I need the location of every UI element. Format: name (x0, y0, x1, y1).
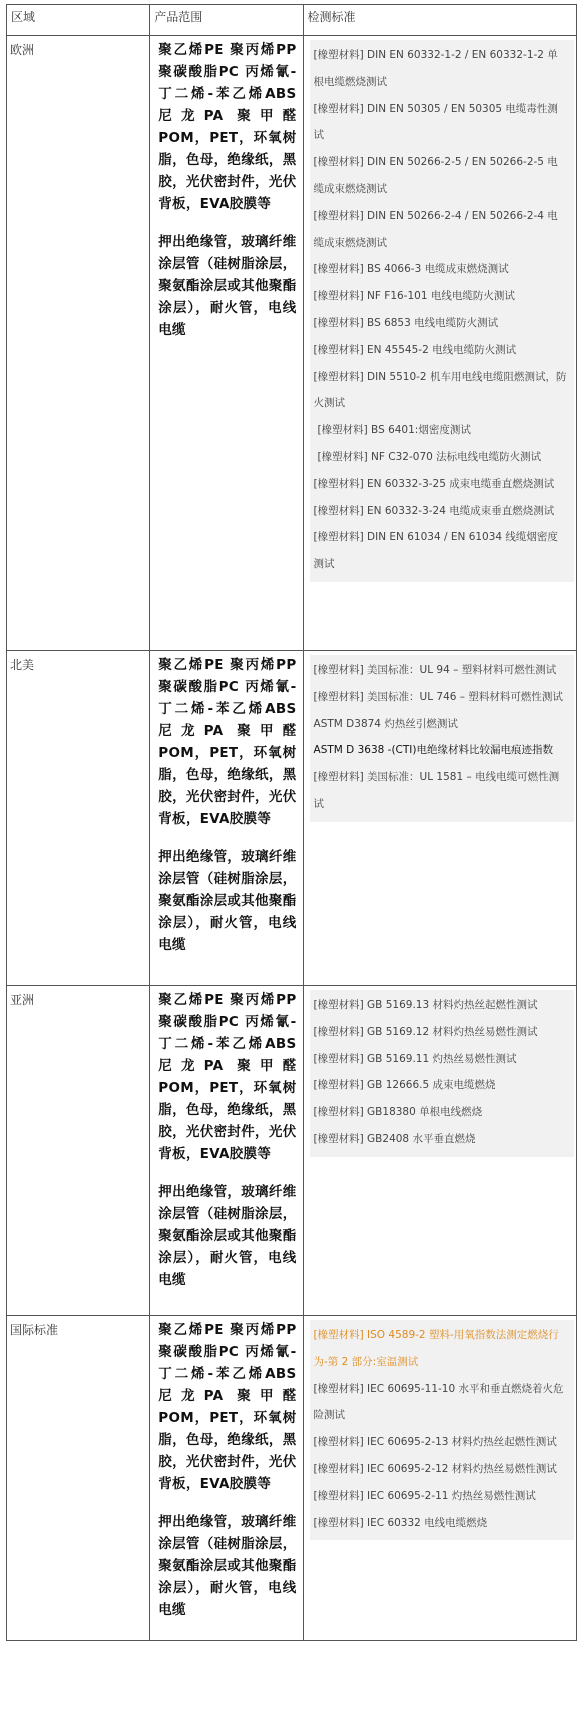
test-item: [橡塑材料] IEC 60695-2-11 灼热丝易燃性测试 (313, 1489, 536, 1502)
scope-products: 押出绝缘管，玻璃纤维涂层管（硅树脂涂层，聚氨酯涂层或其他聚酯涂层），耐火管，电线电缆 (158, 234, 297, 338)
test-item: [橡塑材料] IEC 60695-2-13 材料灼热丝起燃性测试 (313, 1436, 557, 1449)
test-item: [橡塑材料] BS 4066-3 电缆成束燃烧测试 (313, 263, 509, 276)
test-item: [橡塑材料] GB2408 水平垂直燃烧 (313, 1132, 476, 1145)
test-item: [橡塑材料] EN 45545-2 电线电缆防火测试 (313, 343, 517, 356)
scope-materials: 聚乙烯PE 聚丙烯PP 聚碳酸脂PC 丙烯氰-丁二烯-苯乙烯ABS 尼龙PA 聚甲醛POM，PET，环氧树脂，色母，绝缘纸，黑胶，光伏密封件，光伏背板，EVA胶膜等 (158, 1322, 297, 1492)
tests-list (310, 1320, 574, 1540)
test-item: [橡塑材料] 美国标准：UL 94 – 塑料材料可燃性测试 (313, 664, 557, 676)
region-cell: 北美 (7, 651, 150, 986)
scope-products: 押出绝缘管，玻璃纤维涂层管（硅树脂涂层，聚氨酯涂层或其他聚酯涂层），耐火管，电线电缆 (158, 1184, 297, 1288)
header-row (7, 5, 577, 36)
test-item: ASTM D 3638 -(CTI)电绝缘材料比较漏电痕迹指数 (313, 744, 553, 757)
test-item: [橡塑材料] GB 12666.5 成束电缆燃烧 (313, 1079, 496, 1092)
test-item: [橡塑材料] NF F16-101 电线电缆防火测试 (313, 290, 515, 303)
row-europe (7, 36, 577, 651)
test-item: [橡塑材料] GB 5169.11 灼热丝易燃性测试 (313, 1052, 517, 1065)
test-item: [橡塑材料] DIN EN 60332-1-2 / EN 60332-1-2 单根电缆燃烧测试 (313, 49, 558, 88)
test-item: [橡塑材料] NF C32-070 法标电线电缆防火测试 (317, 450, 542, 463)
test-item: [橡塑材料] DIN EN 50305 / EN 50305 电缆毒性测试 (313, 102, 558, 142)
test-item: [橡塑材料] EN 60332-3-24 电缆成束垂直燃烧测试 (313, 504, 555, 517)
test-item: [橡塑材料] BS 6401:烟密度测试 (317, 424, 471, 437)
test-item: [橡塑材料] EN 60332-3-25 成束电缆垂直燃烧测试 (313, 477, 555, 490)
tests-cell (303, 1316, 576, 1641)
test-item: [橡塑材料] IEC 60695-11-10 水平和垂直燃烧着火危险测试 (313, 1382, 564, 1422)
region-cell: 欧洲 (7, 36, 150, 651)
header-standard: 检测标准 (303, 5, 576, 36)
tests-cell (303, 986, 576, 1316)
test-item: [橡塑材料] DIN EN 61034 / EN 61034 线缆烟密度测试 (313, 531, 558, 571)
test-item: [橡塑材料] IEC 60332 电线电缆燃烧 (313, 1516, 488, 1529)
row-north-america (7, 651, 577, 986)
scope-materials: 聚乙烯PE 聚丙烯PP 聚碳酸脂PC 丙烯氰-丁二烯-苯乙烯ABS 尼龙PA 聚甲醛POM，PET，环氧树脂，色母，绝缘纸，黑胶，光伏密封件，光伏背板，EVA胶膜等 (158, 992, 297, 1162)
scope-materials: 聚乙烯PE 聚丙烯PP 聚碳酸脂PC 丙烯氰-丁二烯-苯乙烯ABS 尼龙PA 聚甲醛POM，PET，环氧树脂，色母，绝缘纸，黑胶，光伏密封件，光伏背板，EVA胶膜等 (158, 42, 297, 212)
scope-products: 押出绝缘管，玻璃纤维涂层管（硅树脂涂层，聚氨酯涂层或其他聚酯涂层），耐火管，电线电缆 (158, 849, 297, 953)
test-item: ASTM D3874 灼热丝引燃测试 (313, 717, 458, 730)
test-item: [橡塑材料] BS 6853 电线电缆防火测试 (313, 316, 499, 329)
scope-products: 押出绝缘管，玻璃纤维涂层管（硅树脂涂层，聚氨酯涂层或其他聚酯涂层），耐火管，电线电缆 (158, 1514, 297, 1618)
tests-cell (303, 651, 576, 986)
row-asia (7, 986, 577, 1316)
region-cell: 国际标准 (7, 1316, 150, 1641)
test-item: [橡塑材料] 美国标准：UL 1581 – 电线电缆可燃性测试 (313, 771, 560, 810)
tests-list (310, 40, 574, 582)
header-region: 区域 (7, 5, 150, 36)
standards-table (6, 4, 577, 1641)
tests-list (310, 990, 574, 1157)
header-scope: 产品范围 (150, 5, 303, 36)
test-item: [橡塑材料] GB 5169.12 材料灼热丝易燃性测试 (313, 1025, 538, 1038)
scope-cell (150, 36, 303, 651)
row-international (7, 1316, 577, 1641)
test-item: [橡塑材料] DIN 5510-2 机车用电线电缆阻燃测试，防火测试 (313, 370, 567, 410)
test-item: [橡塑材料] DIN EN 50266-2-5 / EN 50266-2-5 电缆成束燃烧测试 (313, 156, 558, 195)
region-cell: 亚洲 (7, 986, 150, 1316)
test-item: [橡塑材料] GB18380 单根电线燃烧 (313, 1106, 483, 1119)
test-item: [橡塑材料] IEC 60695-2-12 材料灼热丝易燃性测试 (313, 1462, 557, 1475)
scope-cell (150, 651, 303, 986)
scope-materials: 聚乙烯PE 聚丙烯PP 聚碳酸脂PC 丙烯氰-丁二烯-苯乙烯ABS 尼龙PA 聚甲醛POM，PET，环氧树脂，色母，绝缘纸，黑胶，光伏密封件，光伏背板，EVA胶膜等 (158, 657, 297, 827)
scope-cell (150, 1316, 303, 1641)
test-item-highlighted: [橡塑材料] ISO 4589-2 塑料-用氧指数法测定燃烧行为-第 2 部分:室温测试 (313, 1329, 559, 1368)
test-item: [橡塑材料] 美国标准：UL 746 – 塑料材料可燃性测试 (313, 690, 563, 703)
tests-cell (303, 36, 576, 651)
test-item: [橡塑材料] GB 5169.13 材料灼热丝起燃性测试 (313, 999, 538, 1011)
tests-list (310, 655, 574, 822)
test-item: [橡塑材料] DIN EN 50266-2-4 / EN 50266-2-4 电缆成束燃烧测试 (313, 209, 558, 249)
scope-cell (150, 986, 303, 1316)
